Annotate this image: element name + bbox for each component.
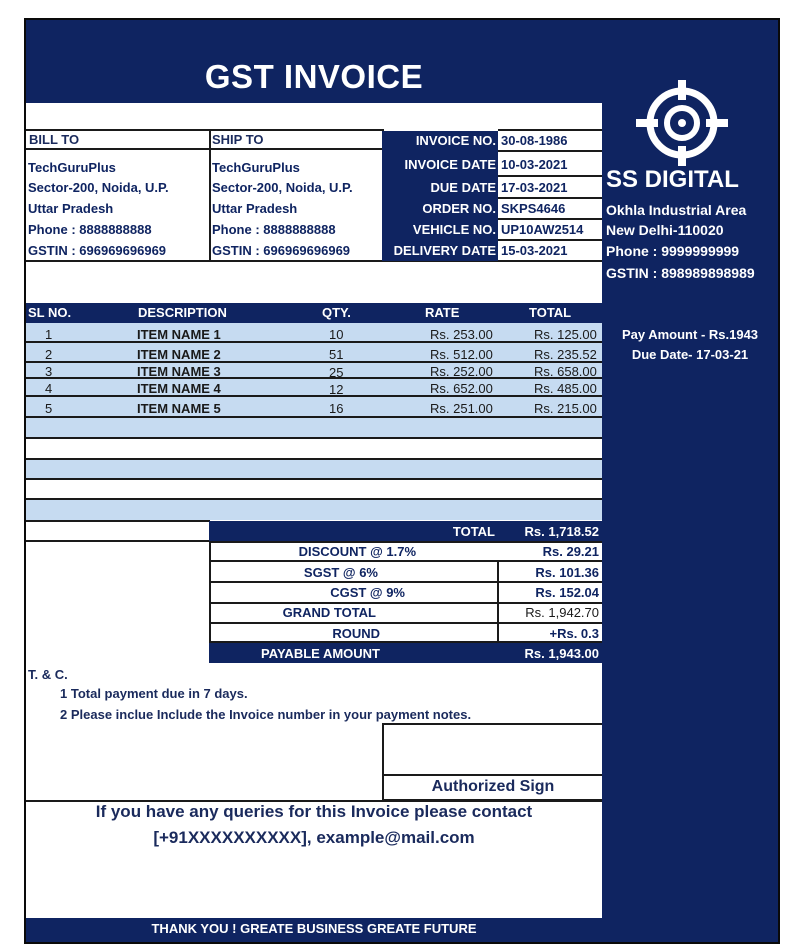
meta-rule [498, 150, 602, 152]
row-description: ITEM NAME 4 [137, 381, 221, 396]
contact-line-2: [+91XXXXXXXXXX], example@mail.com [153, 828, 475, 847]
row-total: Rs. 235.52 [534, 347, 597, 362]
vehicle-no-label: VEHICLE NO. [412, 222, 496, 237]
company-name: SS DIGITAL [606, 166, 739, 193]
meta-label-column [382, 131, 498, 261]
bill-to-line: Phone : 8888888888 [28, 222, 152, 237]
sgst-value: Rs. 101.36 [535, 565, 599, 580]
row-sl: 3 [45, 364, 53, 379]
cgst-label: CGST @ 9% [330, 585, 405, 600]
pay-amount-summary: Pay Amount - Rs.1943 [621, 327, 759, 342]
footer-thank-you: THANK YOU ! GREATE BUSINESS GREATE FUTURE [151, 921, 477, 936]
signature-rule [382, 774, 602, 776]
empty-row [26, 418, 602, 439]
totals-rule [209, 622, 602, 624]
totals-rule [209, 560, 602, 562]
row-sl: 4 [45, 381, 53, 396]
round-label: ROUND [332, 626, 380, 641]
row-rate: Rs. 512.00 [430, 347, 493, 362]
address-top-rule [26, 129, 382, 131]
totals-left-bottom-rule [26, 540, 210, 542]
total-label: TOTAL [452, 524, 495, 539]
ship-to-line: Phone : 8888888888 [212, 222, 336, 237]
row-qty: 16 [329, 401, 344, 416]
ship-to-heading: SHIP TO [212, 132, 264, 147]
table-row [26, 323, 602, 343]
col-sl-no: SL NO. [28, 305, 72, 320]
table-row [26, 363, 602, 379]
bill-to-line: GSTIN : 696969696969 [28, 243, 167, 258]
bill-to-line: Sector-200, Noida, U.P. [28, 180, 169, 195]
delivery-date-value: 15-03-2021 [501, 243, 568, 258]
totals-rule [209, 581, 602, 583]
row-total: Rs. 485.00 [534, 381, 597, 396]
order-no-value: SKPS4646 [501, 201, 566, 216]
due-date-label: DUE DATE [430, 180, 496, 195]
order-no-label: ORDER NO. [422, 201, 496, 216]
row-rate: Rs. 652.00 [430, 381, 493, 396]
payable-label: PAYABLE AMOUNT [261, 646, 380, 661]
total-value: Rs. 1,718.52 [524, 524, 599, 539]
address-heading-rule [26, 148, 382, 150]
meta-rule [498, 239, 602, 241]
grand-total-label: GRAND TOTAL [282, 605, 376, 620]
table-row [26, 397, 602, 418]
table-row [26, 343, 602, 363]
invoice-no-value: 30-08-1986 [501, 133, 568, 148]
company-address-2: New Delhi-110020 [606, 222, 724, 238]
row-description: ITEM NAME 5 [137, 401, 221, 416]
meta-rule [498, 175, 602, 177]
invoice-no-label: INVOICE NO. [415, 133, 496, 148]
ship-to-line: Uttar Pradesh [212, 201, 298, 216]
row-description: ITEM NAME 1 [137, 327, 221, 342]
table-row [26, 379, 602, 397]
bill-to-line: Uttar Pradesh [28, 201, 114, 216]
round-value: +Rs. 0.3 [549, 626, 599, 641]
cgst-value: Rs. 152.04 [535, 585, 599, 600]
row-sl: 2 [45, 347, 53, 362]
terms-item: 1 Total payment due in 7 days. [60, 686, 248, 701]
invoice-title: GST INVOICE [204, 58, 424, 95]
row-qty: 25 [329, 365, 344, 380]
empty-row [26, 460, 602, 480]
totals-divider [497, 560, 499, 643]
invoice-date-value: 10-03-2021 [501, 157, 568, 172]
company-address-1: Okhla Industrial Area [606, 202, 747, 218]
bill-to-line: TechGuruPlus [28, 160, 116, 175]
address-divider [209, 129, 211, 262]
discount-label: DISCOUNT @ 1.7% [298, 544, 416, 559]
row-sl: 5 [45, 401, 53, 416]
authorized-sign-label: Authorized Sign [431, 778, 555, 795]
discount-value: Rs. 29.21 [542, 544, 599, 559]
company-phone: Phone : 9999999999 [606, 243, 740, 259]
col-description: DESCRIPTION [138, 305, 227, 320]
empty-row [26, 439, 602, 460]
row-total: Rs. 215.00 [534, 401, 597, 416]
delivery-date-label: DELIVERY DATE [393, 243, 496, 258]
empty-row [26, 500, 602, 520]
address-bottom-rule [26, 260, 602, 262]
contact-line-1: If you have any queries for this Invoice please contact [95, 802, 533, 821]
row-qty: 12 [329, 382, 344, 397]
row-qty: 51 [329, 347, 344, 362]
meta-rule [498, 197, 602, 199]
row-description: ITEM NAME 2 [137, 347, 221, 362]
meta-rule [498, 129, 602, 131]
bill-to-heading: BILL TO [29, 132, 80, 147]
row-total: Rs. 125.00 [534, 327, 597, 342]
vehicle-no-value: UP10AW2514 [501, 222, 584, 237]
col-qty: QTY. [322, 305, 351, 320]
ship-to-line: TechGuruPlus [212, 160, 300, 175]
company-gstin: GSTIN : 898989898989 [606, 265, 755, 281]
terms-heading: T. & C. [28, 667, 68, 682]
ship-to-line: Sector-200, Noida, U.P. [212, 180, 353, 195]
terms-item: 2 Please inclue Include the Invoice number in your payment notes. [60, 707, 472, 722]
col-rate: RATE [425, 305, 460, 320]
row-total: Rs. 658.00 [534, 364, 597, 379]
col-total: TOTAL [529, 305, 572, 320]
row-rate: Rs. 253.00 [430, 327, 493, 342]
row-rate: Rs. 251.00 [430, 401, 493, 416]
empty-row [26, 480, 602, 500]
invoice-date-label: INVOICE DATE [404, 157, 496, 172]
items-table-header [26, 303, 602, 323]
due-date-value: 17-03-2021 [501, 180, 568, 195]
sgst-label: SGST @ 6% [303, 565, 378, 580]
ship-to-line: GSTIN : 696969696969 [212, 243, 351, 258]
row-description: ITEM NAME 3 [137, 364, 221, 379]
meta-rule [498, 218, 602, 220]
grand-total-value: Rs. 1,942.70 [525, 605, 599, 620]
row-rate: Rs. 252.00 [430, 364, 493, 379]
row-qty: 10 [329, 327, 344, 342]
crosshair-target-icon [636, 80, 728, 166]
totals-left-top-rule [26, 520, 210, 522]
totals-rule [209, 602, 602, 604]
payable-value: Rs. 1,943.00 [524, 646, 599, 661]
due-date-summary: Due Date- 17-03-21 [631, 347, 749, 362]
row-sl: 1 [45, 327, 53, 342]
